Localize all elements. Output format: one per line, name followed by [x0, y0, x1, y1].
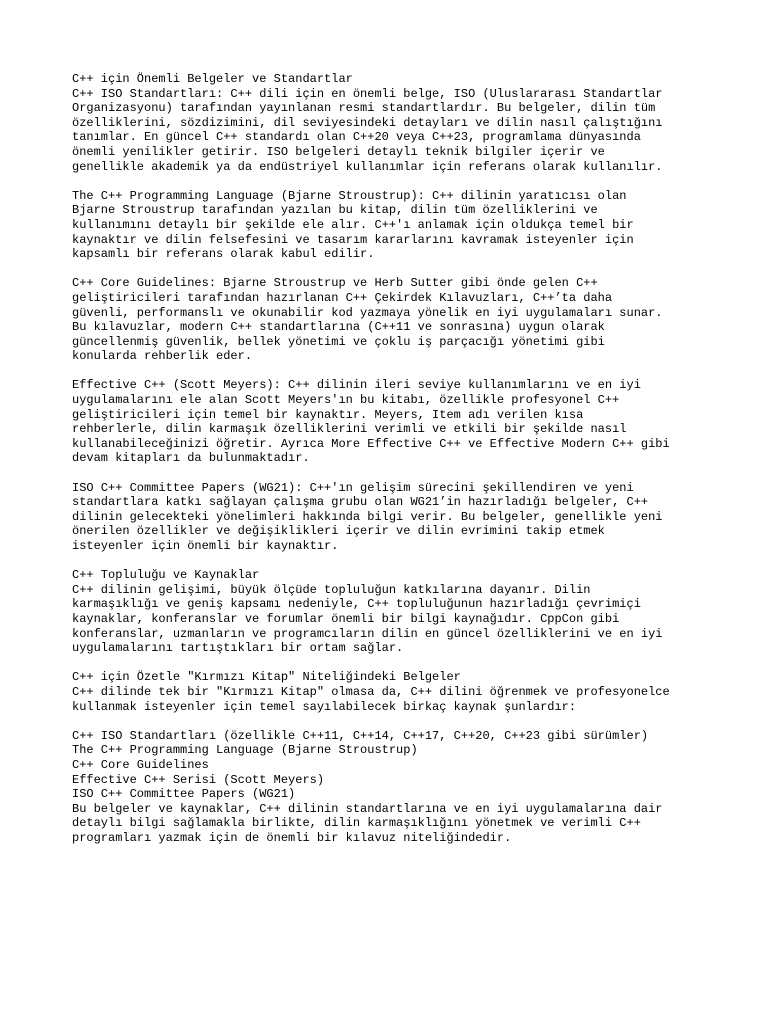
text-line: C++ dilinde tek bir "Kırmızı Kitap" olmasa da, C++ dilini öğrenmek ve profesyonelce — [72, 684, 670, 699]
text-line: kapsamlı bir referans olarak kabul edilir. — [72, 247, 375, 262]
text-line: önerilen özellikler ve değişiklikleri içerir ve dilin evrimini takip etmek — [72, 524, 605, 539]
text-line: kullanımını detaylı bir şekilde ele alır. C++'ı anlamak için oldukça temel bir — [72, 217, 634, 232]
text-line: isteyenler için önemli bir kaynaktır. — [72, 539, 339, 553]
text-line: The C++ Programming Language (Bjarne Stroustrup): C++ dilinin yaratıcısı olan — [72, 188, 627, 203]
paragraph — [72, 729, 712, 846]
text-line: dilinin gelecekteki yönelimleri hakkında bilgi verir. Bu belgeler, genellikle yeni — [72, 509, 663, 524]
text-line: genellikle akademik ya da endüstriyel kullanımlar için referans olarak kullanılır. — [72, 159, 663, 174]
text-line: geliştiricileri tarafından hazırlanan C++ Çekirdek Kılavuzları, C++’ta daha — [72, 290, 613, 305]
text-line: kullanmak isteyenler için temel sayılabilecek birkaç kaynak şunlardır: — [72, 699, 577, 714]
text-line: konferanslar, uzmanların ve programcıların dilin en güncel özelliklerini ve en iyi — [72, 626, 663, 641]
text-line: kullanabileceğinizi öğretir. Ayrıca More Effective C++ ve Effective Modern C++ gibi — [72, 436, 670, 451]
text-line: ISO C++ Committee Papers (WG21): C++'ın gelişim sürecini şekillendiren ve yeni — [72, 480, 634, 495]
text-line: C++ dilinin gelişimi, büyük ölçüde topluluğun katkılarına dayanır. Dilin — [72, 582, 591, 597]
text-line: karmaşıklığı ve geniş kapsamı nedeniyle, C++ topluluğunun hazırladığı çevrimiçi — [72, 597, 641, 612]
text-line: detaylı bilgi sağlamakla birlikte, dilin karmaşıklığını yönetmek ve verimli C++ — [72, 816, 641, 831]
text-line: konularda rehberlik eder. — [72, 349, 253, 364]
text-line: Effective C++ Serisi (Scott Meyers) — [72, 772, 325, 787]
text-line: Effective C++ (Scott Meyers): C++ dilinin ileri seviye kullanımlarını ve en iyi — [72, 378, 641, 393]
text-line: C++ için Özetle "Kırmızı Kitap" Niteliğindeki Belgeler — [72, 670, 461, 685]
paragraph — [72, 378, 712, 466]
text-line: özelliklerini, sözdizimini, dil seviyesindeki detayları ve dilin nasıl çalıştığını — [72, 115, 663, 130]
text-line: programları yazmak için de önemli bir kılavuz niteliğindedir. — [72, 830, 512, 845]
document-page — [72, 72, 712, 860]
paragraph — [72, 72, 712, 174]
text-line: Bu kılavuzlar, modern C++ standartlarına (C++11 ve sonrasına) uygun olarak — [72, 320, 605, 335]
text-line: geliştiricileri için temel bir kaynaktır. Meyers, Item adı verilen kısa — [72, 407, 584, 422]
paragraph — [72, 276, 712, 364]
paragraph — [72, 568, 712, 656]
text-line: C++ ISO Standartları: C++ dili için en önemli belge, ISO (Uluslararası Standartlar — [72, 86, 663, 101]
paragraph — [72, 670, 712, 714]
text-line: C++ Core Guidelines — [72, 757, 209, 772]
paragraph — [72, 189, 712, 262]
text-line: C++ Topluluğu ve Kaynaklar — [72, 568, 260, 583]
text-line: Bjarne Stroustrup tarafından yazılan bu kitap, dilin tüm özelliklerini ve — [72, 203, 598, 218]
text-line: C++ ISO Standartları (özellikle C++11, C++14, C++17, C++20, C++23 gibi sürümler) — [72, 728, 649, 743]
text-line: uygulamalarını ele alan Scott Meyers'ın bu kitabı, özellikle profesyonel C++ — [72, 393, 620, 408]
text-line: rehberlerle, dilin karmaşık özelliklerini verimli ve etkili bir şekilde nasıl — [72, 422, 627, 437]
text-line: tanımlar. En güncel C++ standardı olan C++20 veya C++23, programlama dünyasında — [72, 130, 641, 145]
text-line: devam kitapları da bulunmaktadır. — [72, 451, 310, 466]
text-line: Organizasyonu) tarafından yayınlanan resmi standartlardır. Bu belgeler, dilin tüm — [72, 101, 656, 116]
text-line: C++ Core Guidelines: Bjarne Stroustrup ve Herb Sutter gibi önde gelen C++ — [72, 276, 598, 291]
text-line: ISO C++ Committee Papers (WG21) — [72, 787, 296, 802]
text-line: kaynaklar, konferanslar ve forumlar önemli bir bilgi kaynağıdır. CppCon gibi — [72, 611, 620, 626]
text-line: önemli yenilikler getirir. ISO belgeleri detaylı teknik bilgiler içerir ve — [72, 144, 605, 159]
text-line: güncellenmiş güvenlik, bellek yönetimi ve çoklu iş parçacığı yönetimi gibi — [72, 334, 605, 349]
paragraph — [72, 481, 712, 554]
text-line: C++ için Önemli Belgeler ve Standartlar — [72, 72, 353, 86]
text-line: güvenli, performanslı ve okunabilir kod yazmaya yönelik en iyi uygulamaları sunar. — [72, 305, 663, 320]
text-line: uygulamalarını tartıştıkları bir ortam sağlar. — [72, 641, 404, 656]
text-line: kaynaktır ve dilin felsefesini ve tasarım kararlarını kavramak isteyenler için — [72, 232, 634, 247]
text-line: The C++ Programming Language (Bjarne Stroustrup) — [72, 743, 418, 758]
text-line: Bu belgeler ve kaynaklar, C++ dilinin standartlarına ve en iyi uygulamalarına dair — [72, 801, 663, 816]
text-line: standartlara katkı sağlayan çalışma grubu olan WG21’in hazırladığı belgeler, C++ — [72, 495, 649, 510]
